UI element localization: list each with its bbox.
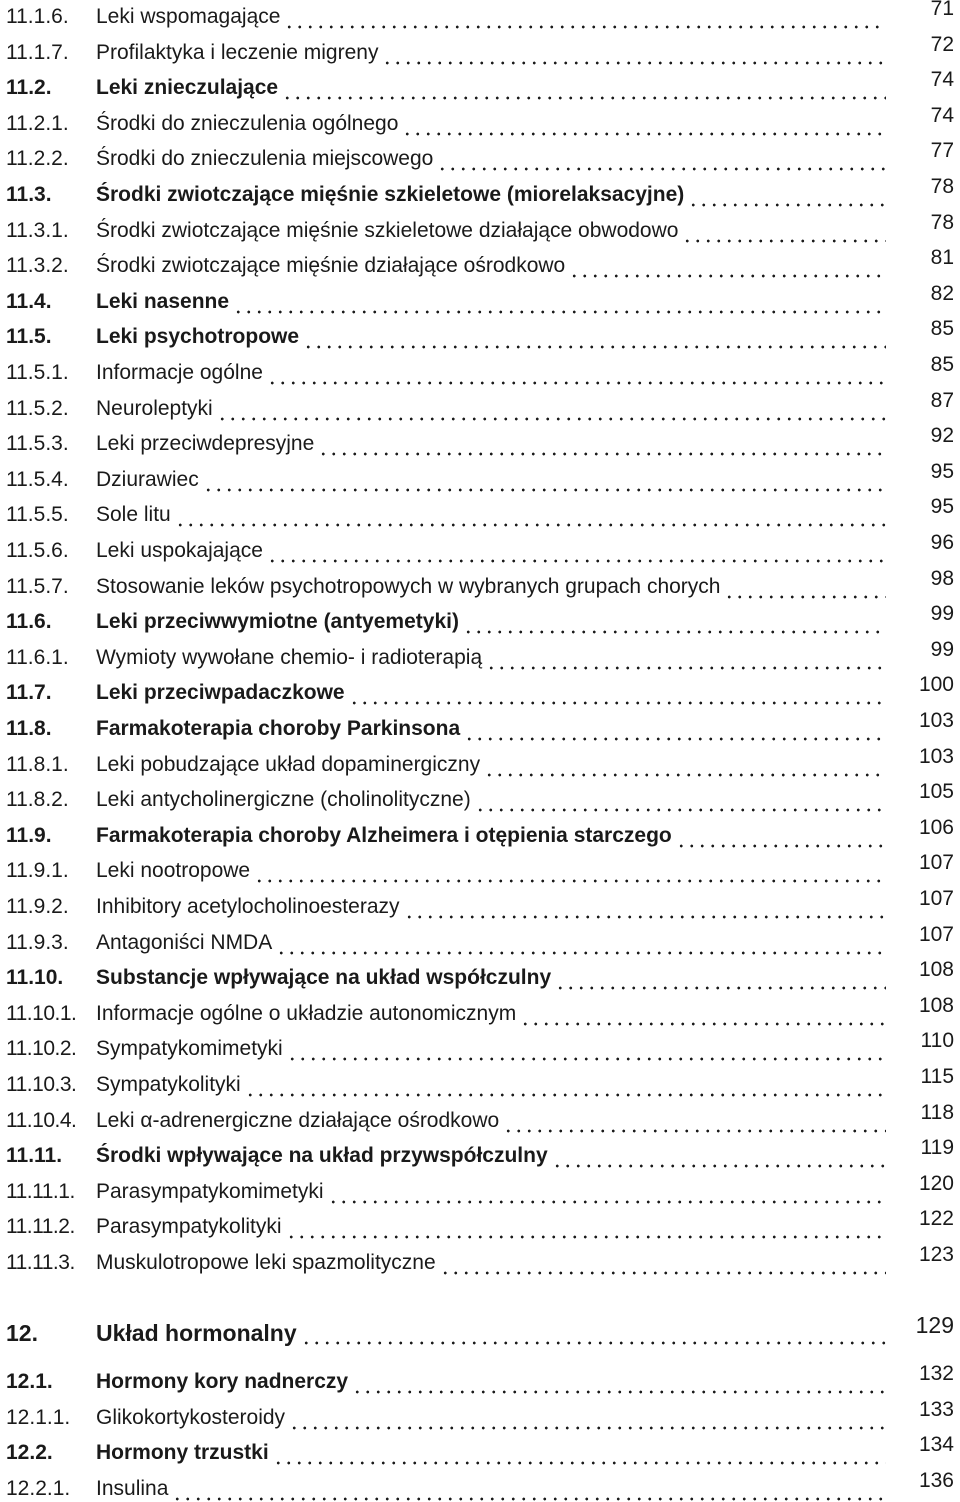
toc-entry-title: Antagoniści NMDA — [96, 930, 273, 954]
toc-entry-number: 12.2. — [6, 1441, 53, 1465]
toc-entry-number: 11.11. — [6, 1144, 63, 1168]
toc-entry — [0, 566, 960, 600]
toc-entry-page: 119 — [920, 1136, 954, 1160]
toc-entry-page: 122 — [918, 1207, 954, 1231]
toc-entry-page: 105 — [918, 780, 954, 804]
dot-leader — [688, 182, 886, 208]
dot-leader — [475, 787, 886, 813]
toc-entry-page: 110 — [920, 1029, 954, 1053]
toc-entry-page: 123 — [918, 1243, 954, 1266]
toc-entry-title: Substancje wpływające na układ współczulny — [96, 966, 552, 990]
toc-entry-page: 71 — [930, 0, 954, 20]
toc-entry-title: Glikokortykosteroidy — [96, 1405, 286, 1429]
toc-entry — [0, 958, 960, 991]
toc-entry-page: 95 — [930, 495, 954, 519]
toc-entry-title: Leki wspomagające — [96, 5, 281, 28]
toc-entry-number: 12.1. — [6, 1370, 53, 1394]
toc-entry — [0, 1243, 960, 1276]
dot-leader — [486, 645, 886, 671]
toc-entry-number: 11.5.3. — [6, 432, 69, 456]
toc-entry-page: 106 — [918, 815, 954, 839]
toc-entry-number: 11.8.1. — [6, 752, 69, 776]
toc-entry-number: 11.10.2. — [6, 1037, 77, 1061]
toc-entry-page: 134 — [918, 1433, 954, 1457]
toc-entry — [0, 281, 960, 315]
dot-leader — [464, 716, 886, 742]
toc-entry-title: Leki nasenne — [96, 289, 230, 313]
toc-entry-title: Parasympatykolityki — [96, 1215, 282, 1239]
dot-leader — [233, 289, 886, 315]
toc-entry-page: 85 — [930, 353, 954, 376]
toc-entry — [0, 1397, 960, 1431]
dot-leader — [276, 930, 886, 956]
dot-leader — [503, 1108, 886, 1134]
toc-entry — [0, 139, 960, 172]
dot-leader — [282, 75, 886, 101]
toc-entry-title: Profilaktyka i leczenie migreny — [96, 40, 379, 64]
toc-entry-page: 87 — [930, 388, 954, 412]
toc-entry-title: Leki α-adrenergiczne działające ośrodkowo — [96, 1108, 500, 1132]
toc-entry-page: 103 — [918, 709, 954, 732]
toc-entry-page: 103 — [918, 744, 954, 768]
dot-leader — [569, 253, 886, 279]
toc-entry — [0, 353, 960, 386]
dot-leader — [676, 823, 886, 849]
dot-leader — [286, 1214, 886, 1240]
toc-entry-number: 11.10.3. — [6, 1073, 77, 1096]
toc-entry-number: 11.11.3. — [6, 1251, 75, 1274]
toc-entry-title: Stosowanie leków psychotropowych w wybranych grupach chorych — [96, 574, 721, 598]
toc-entry-title: Sympatykomimetyki — [96, 1037, 283, 1061]
toc-entry — [0, 1029, 960, 1062]
toc-entry-number: 11.11.2. — [6, 1215, 75, 1239]
toc-entry-page: 100 — [918, 673, 954, 697]
toc-entry — [0, 424, 960, 457]
toc-entry — [0, 103, 960, 137]
toc-entry-title: Wymioty wywołane chemio- i radioterapią — [96, 645, 483, 669]
dot-leader — [402, 111, 886, 137]
dot-leader — [172, 1476, 886, 1502]
toc-entry — [0, 1171, 960, 1205]
toc-entry-page: 108 — [918, 958, 954, 982]
toc-entry-number: 11.11.1. — [6, 1179, 75, 1203]
toc-entry — [0, 68, 960, 101]
toc-entry-page: 133 — [918, 1397, 954, 1421]
toc-entry-title: Środki do znieczulenia ogólnego — [96, 111, 399, 135]
dot-leader — [552, 1143, 886, 1169]
toc-entry — [0, 1100, 960, 1134]
toc-entry-number: 12.1.1. — [6, 1405, 71, 1429]
toc-entry-title: Środki zwiotczające mięśnie szkieletowe działające obwodowo — [96, 218, 679, 242]
dot-leader — [203, 467, 886, 493]
toc-entry-page: 77 — [930, 139, 954, 163]
toc-entry-title: Insulina — [96, 1477, 169, 1500]
dot-leader — [437, 146, 886, 172]
dot-leader — [254, 858, 886, 884]
toc-entry-title: Leki przeciwpadaczkowe — [96, 681, 345, 705]
dot-leader — [175, 502, 886, 528]
toc-entry-number: 11.7. — [6, 681, 52, 705]
toc-entry — [0, 709, 960, 742]
toc-entry-title: Sole litu — [96, 503, 171, 527]
toc-entry — [0, 887, 960, 920]
dot-leader — [217, 396, 886, 422]
toc-entry-page: 132 — [918, 1362, 954, 1386]
toc-entry-number: 11.9.2. — [6, 895, 69, 918]
dot-leader — [484, 752, 886, 778]
toc-entry — [0, 210, 960, 244]
toc-entry — [0, 922, 960, 956]
toc-entry — [0, 815, 960, 849]
toc-entry-title: Środki zwiotczające mięśnie działające ośrodkowo — [96, 254, 566, 278]
toc-entry-title: Dziurawiec — [96, 467, 199, 491]
toc-entry-title: Leki antycholinergiczne (cholinolityczne) — [96, 788, 471, 812]
dot-leader — [245, 1072, 886, 1098]
toc-entry-number: 11.5.7. — [6, 574, 69, 598]
dot-leader — [284, 4, 886, 30]
dot-leader — [382, 40, 886, 66]
toc-entry — [0, 1207, 960, 1240]
toc-entry-title: Leki nootropowe — [96, 859, 251, 883]
dot-leader — [404, 894, 887, 920]
toc-entry-number: 11.5.6. — [6, 539, 69, 562]
toc-entry-title: Parasympatykomimetyki — [96, 1179, 324, 1203]
toc-entry-page: 74 — [930, 103, 954, 127]
toc-entry — [0, 1311, 960, 1346]
toc-entry-title: Hormony trzustki — [96, 1441, 269, 1465]
toc-entry-number: 11.5. — [6, 325, 52, 349]
toc-entry-title: Leki psychotropowe — [96, 325, 300, 349]
toc-entry-number: 11.10.4. — [6, 1108, 77, 1132]
toc-entry-title: Środki wpływające na układ przywspółczulny — [96, 1144, 548, 1168]
toc-entry-page: 120 — [918, 1171, 954, 1195]
toc-entry-title: Środki do znieczulenia miejscowego — [96, 147, 434, 171]
toc-entry-page: 74 — [930, 68, 954, 92]
toc-entry-title: Farmakoterapia choroby Alzheimera i otępienia starczego — [96, 823, 672, 847]
toc-entry — [0, 317, 960, 350]
toc-entry — [0, 780, 960, 813]
toc-entry — [0, 744, 960, 778]
toc-entry-number: 11.3. — [6, 183, 52, 206]
toc-entry-number: 11.2.1. — [6, 111, 69, 135]
toc-entry-page: 82 — [930, 281, 954, 305]
toc-entry-number: 11.1.7. — [6, 40, 69, 64]
toc-entry-number: 11.6.1. — [6, 645, 69, 669]
toc-entry-number: 11.5.4. — [6, 467, 69, 491]
toc-entry-number: 12. — [6, 1319, 38, 1346]
toc-entry-page: 107 — [918, 851, 954, 875]
dot-leader — [267, 360, 886, 386]
toc-entry-page: 95 — [930, 459, 954, 483]
toc-entry — [0, 32, 960, 66]
toc-entry-title: Leki przeciwwymiotne (antyemetyki) — [96, 610, 459, 634]
dot-leader — [463, 609, 886, 635]
toc-entry-number: 11.5.1. — [6, 361, 69, 384]
toc-entry-page: 85 — [930, 317, 954, 341]
toc-entry — [0, 673, 960, 706]
toc-entry — [0, 1362, 960, 1395]
toc-entry — [0, 1065, 960, 1098]
dot-leader — [349, 680, 886, 706]
toc-entry-page: 96 — [930, 531, 954, 554]
toc-entry-number: 11.3.2. — [6, 254, 69, 278]
toc-entry-title: Sympatykolityki — [96, 1073, 241, 1096]
toc-entry-page: 136 — [918, 1469, 954, 1492]
toc-entry — [0, 602, 960, 635]
toc-entry-page: 78 — [930, 210, 954, 234]
toc-entry — [0, 175, 960, 208]
toc-entry — [0, 637, 960, 671]
toc-entry-title: Farmakoterapia choroby Parkinsona — [96, 717, 461, 740]
toc-entry-page: 129 — [915, 1311, 954, 1338]
toc-entry-number: 11.4. — [6, 289, 52, 313]
toc-entry-page: 107 — [918, 887, 954, 910]
toc-entry-title: Informacje ogólne — [96, 361, 263, 384]
dot-leader — [287, 1036, 886, 1062]
toc-entry-page: 81 — [930, 246, 954, 270]
toc-entry-page: 115 — [920, 1065, 954, 1088]
toc-entry-number: 11.9.3. — [6, 930, 69, 954]
toc-entry-number: 11.2.2. — [6, 147, 69, 171]
toc-entry-page: 99 — [930, 602, 954, 626]
toc-entry-number: 11.3.1. — [6, 218, 69, 242]
toc-entry-page: 78 — [930, 175, 954, 198]
dot-leader — [289, 1405, 886, 1431]
toc-entry-number: 11.2. — [6, 76, 52, 100]
toc-entry — [0, 1469, 960, 1502]
dot-leader — [724, 574, 886, 600]
toc-entry — [0, 0, 960, 30]
toc-entry-number: 11.8.2. — [6, 788, 69, 812]
toc-entry-number: 11.10.1. — [6, 1001, 77, 1025]
toc-entry — [0, 1433, 960, 1466]
dot-leader — [328, 1179, 886, 1205]
toc-entry-title: Inhibitory acetylocholinoesterazy — [96, 895, 400, 918]
toc-entry-title: Leki znieczulające — [96, 76, 279, 100]
toc-entry-title: Neuroleptyki — [96, 396, 213, 420]
toc-entry — [0, 1136, 960, 1169]
dot-leader — [303, 324, 886, 350]
toc-entry-title: Leki uspokajające — [96, 539, 263, 562]
dot-leader — [352, 1369, 886, 1395]
toc-entry-number: 11.10. — [6, 966, 64, 990]
toc-entry-page: 92 — [930, 424, 954, 448]
toc-entry-title: Informacje ogólne o układzie autonomicznym — [96, 1001, 517, 1025]
toc-entry-number: 11.6. — [6, 610, 52, 634]
dot-leader — [301, 1320, 886, 1346]
toc-entry-title: Muskulotropowe leki spazmolityczne — [96, 1251, 436, 1274]
dot-leader — [318, 431, 886, 457]
toc-entry-number: 11.1.6. — [6, 5, 69, 28]
toc-entry — [0, 531, 960, 564]
toc-entry-number: 11.5.2. — [6, 396, 69, 420]
toc-entry-page: 98 — [930, 566, 954, 590]
toc-entry-number: 11.9. — [6, 823, 52, 847]
toc-entry-number: 11.9.1. — [6, 859, 69, 883]
dot-leader — [273, 1440, 886, 1466]
toc-entry-page: 99 — [930, 637, 954, 661]
toc-entry — [0, 246, 960, 279]
toc-entry — [0, 993, 960, 1027]
toc-entry — [0, 388, 960, 422]
dot-leader — [520, 1001, 886, 1027]
toc-entry-page: 72 — [930, 32, 954, 56]
toc-entry-page: 118 — [920, 1100, 954, 1124]
toc-entry-title: Środki zwiotczające mięśnie szkieletowe (miorelaksacyjne) — [96, 183, 685, 206]
dot-leader — [555, 965, 886, 991]
toc-entry-number: 12.2.1. — [6, 1477, 71, 1500]
toc-entry — [0, 459, 960, 493]
toc-entry-page: 108 — [918, 993, 954, 1017]
toc-entry-number: 11.5.5. — [6, 503, 69, 527]
toc-entry-title: Leki pobudzające układ dopaminergiczny — [96, 752, 481, 776]
toc-entry-number: 11.8. — [6, 717, 52, 740]
toc-entry — [0, 851, 960, 884]
dot-leader — [682, 218, 886, 244]
toc-entry — [0, 495, 960, 528]
toc-entry-title: Układ hormonalny — [96, 1319, 297, 1346]
toc-entry-title: Leki przeciwdepresyjne — [96, 432, 315, 456]
dot-leader — [440, 1250, 886, 1276]
dot-leader — [267, 538, 886, 564]
toc-entry-page: 107 — [918, 922, 954, 946]
toc-entry-title: Hormony kory nadnerczy — [96, 1370, 349, 1394]
